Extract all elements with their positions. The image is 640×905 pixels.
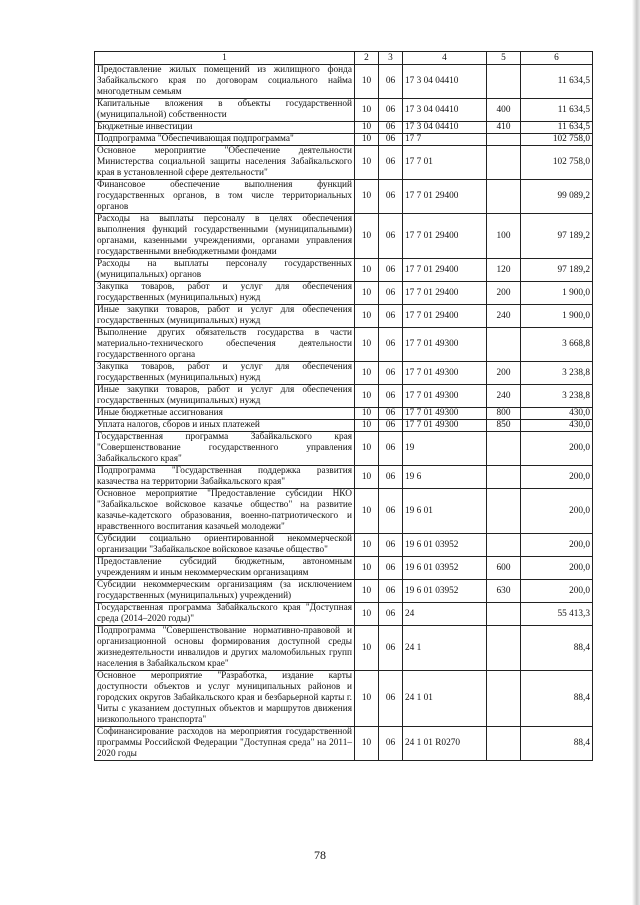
row-name-cell: Основное мероприятие "Разработка, издание карты доступности объектов и услуг муниципальных районов и городских округов Забайкальского края и безбарьерной карты г. Читы с указанием доступных объектов и маршрутов движения низкопольного транспорта"	[95, 671, 355, 727]
row-amount-cell: 200,0	[521, 580, 593, 603]
row-amount-cell: 97 189,2	[521, 214, 593, 259]
table-header	[95, 52, 593, 65]
row-section-cell: 10	[355, 180, 379, 214]
row-amount-cell: 102 758,0	[521, 146, 593, 180]
row-expense-type-cell	[487, 134, 521, 146]
row-target-code-cell: 17 7 01 49300	[403, 328, 487, 362]
row-subsection-cell: 06	[379, 259, 403, 282]
row-expense-type-cell	[487, 626, 521, 671]
row-amount-cell: 200,0	[521, 489, 593, 534]
row-subsection-cell: 06	[379, 727, 403, 761]
row-section-cell: 10	[355, 282, 379, 305]
table-row	[95, 99, 593, 122]
row-target-code-cell: 17 7 01 29400	[403, 282, 487, 305]
row-section-cell: 10	[355, 671, 379, 727]
row-target-code-cell: 17 7 01 49300	[403, 408, 487, 420]
row-target-code-cell: 17 7 01	[403, 146, 487, 180]
row-name-cell: Предоставление субсидий бюджетным, автономным учреждениям и иным некоммерческим организациям	[95, 557, 355, 580]
row-target-code-cell: 19 6 01 03952	[403, 580, 487, 603]
table-row	[95, 557, 593, 580]
row-expense-type-cell: 240	[487, 385, 521, 408]
row-section-cell: 10	[355, 259, 379, 282]
row-expense-type-cell	[487, 671, 521, 727]
table-row	[95, 305, 593, 328]
row-target-code-cell: 17 7 01 29400	[403, 214, 487, 259]
row-name-cell: Финансовое обеспечение выполнения функций государственных органов, в том числе территориальных органов	[95, 180, 355, 214]
row-section-cell: 10	[355, 466, 379, 489]
row-amount-cell: 3 238,8	[521, 385, 593, 408]
table-row	[95, 134, 593, 146]
header-col-5: 5	[487, 52, 521, 65]
header-row	[95, 52, 593, 65]
row-name-cell: Предоставление жилых помещений из жилищного фонда Забайкальского края по договорам социального найма многодетным семьям	[95, 65, 355, 99]
row-target-code-cell: 19 6 01 03952	[403, 534, 487, 557]
row-name-cell: Капитальные вложения в объекты государственной (муниципальной) собственности	[95, 99, 355, 122]
row-target-code-cell: 24 1 01	[403, 671, 487, 727]
row-expense-type-cell	[487, 328, 521, 362]
row-amount-cell: 200,0	[521, 466, 593, 489]
row-name-cell: Закупка товаров, работ и услуг для обеспечения государственных (муниципальных) нужд	[95, 362, 355, 385]
row-expense-type-cell: 100	[487, 214, 521, 259]
header-col-3: 3	[379, 52, 403, 65]
row-name-cell: Подпрограмма "Обеспечивающая подпрограмма"	[95, 134, 355, 146]
row-subsection-cell: 06	[379, 305, 403, 328]
row-target-code-cell: 17 3 04 04410	[403, 122, 487, 134]
row-target-code-cell: 17 7 01 29400	[403, 180, 487, 214]
page-number: 78	[314, 848, 326, 862]
table-row	[95, 489, 593, 534]
row-subsection-cell: 06	[379, 671, 403, 727]
row-subsection-cell: 06	[379, 180, 403, 214]
row-name-cell: Иные закупки товаров, работ и услуг для обеспечения государственных (муниципальных) нужд	[95, 305, 355, 328]
row-amount-cell: 200,0	[521, 534, 593, 557]
scan-edge-shadow	[632, 0, 640, 905]
header-col-2: 2	[355, 52, 379, 65]
row-expense-type-cell	[487, 534, 521, 557]
row-subsection-cell: 06	[379, 557, 403, 580]
row-subsection-cell: 06	[379, 626, 403, 671]
row-subsection-cell: 06	[379, 432, 403, 466]
row-section-cell: 10	[355, 534, 379, 557]
row-subsection-cell: 06	[379, 603, 403, 626]
row-target-code-cell: 24	[403, 603, 487, 626]
row-target-code-cell: 17 7 01 49300	[403, 385, 487, 408]
table-row	[95, 282, 593, 305]
budget-table	[94, 51, 593, 761]
row-subsection-cell: 06	[379, 420, 403, 432]
row-section-cell: 10	[355, 420, 379, 432]
row-name-cell: Основное мероприятие "Обеспечение деятельности Министерства социальной защиты населения Забайкальского края в установленной сфере деятельности"	[95, 146, 355, 180]
row-name-cell: Выполнение других обязательств государства в части материально-технического обеспечения деятельности государственного органа	[95, 328, 355, 362]
row-expense-type-cell	[487, 466, 521, 489]
row-subsection-cell: 06	[379, 134, 403, 146]
row-amount-cell: 430,0	[521, 420, 593, 432]
row-target-code-cell: 17 3 04 04410	[403, 99, 487, 122]
row-target-code-cell: 17 7	[403, 134, 487, 146]
row-name-cell: Уплата налогов, сборов и иных платежей	[95, 420, 355, 432]
row-subsection-cell: 06	[379, 362, 403, 385]
row-expense-type-cell: 200	[487, 362, 521, 385]
row-amount-cell: 3 238,8	[521, 362, 593, 385]
row-name-cell: Иные закупки товаров, работ и услуг для обеспечения государственных (муниципальных) нужд	[95, 385, 355, 408]
row-amount-cell: 200,0	[521, 557, 593, 580]
table-row	[95, 328, 593, 362]
row-amount-cell: 88,4	[521, 671, 593, 727]
row-name-cell: Государственная программа Забайкальского края "Доступная среда (2014–2020 годы)"	[95, 603, 355, 626]
row-section-cell: 10	[355, 99, 379, 122]
row-target-code-cell: 19 6 01 03952	[403, 557, 487, 580]
row-subsection-cell: 06	[379, 214, 403, 259]
table-row	[95, 385, 593, 408]
row-expense-type-cell: 410	[487, 122, 521, 134]
row-target-code-cell: 17 3 04 04410	[403, 65, 487, 99]
row-name-cell: Иные бюджетные ассигнования	[95, 408, 355, 420]
row-section-cell: 10	[355, 489, 379, 534]
table-body	[95, 65, 593, 761]
row-section-cell: 10	[355, 122, 379, 134]
row-section-cell: 10	[355, 214, 379, 259]
table-row	[95, 214, 593, 259]
row-subsection-cell: 06	[379, 65, 403, 99]
row-subsection-cell: 06	[379, 489, 403, 534]
row-amount-cell: 97 189,2	[521, 259, 593, 282]
row-amount-cell: 11 634,5	[521, 65, 593, 99]
table-row	[95, 466, 593, 489]
row-target-code-cell: 19	[403, 432, 487, 466]
table-row	[95, 420, 593, 432]
table-row	[95, 580, 593, 603]
row-target-code-cell: 17 7 01 49300	[403, 362, 487, 385]
row-section-cell: 10	[355, 65, 379, 99]
row-target-code-cell: 17 7 01 29400	[403, 259, 487, 282]
row-subsection-cell: 06	[379, 534, 403, 557]
row-section-cell: 10	[355, 362, 379, 385]
row-target-code-cell: 17 7 01 29400	[403, 305, 487, 328]
row-name-cell: Подпрограмма "Совершенствование нормативно-правовой и организационной основы формирования доступной среды жизнедеятельности инвалидов и других маломобильных групп населения в Забайкальском крае"	[95, 626, 355, 671]
row-subsection-cell: 06	[379, 408, 403, 420]
table-row	[95, 727, 593, 761]
row-amount-cell: 1 900,0	[521, 305, 593, 328]
row-expense-type-cell	[487, 180, 521, 214]
row-name-cell: Субсидии некоммерческим организациям (за исключением государственных (муниципальных) учреждений)	[95, 580, 355, 603]
row-name-cell: Расходы на выплаты персоналу государственных (муниципальных) органов	[95, 259, 355, 282]
row-target-code-cell: 17 7 01 49300	[403, 420, 487, 432]
row-target-code-cell: 19 6 01	[403, 489, 487, 534]
header-col-1: 1	[95, 52, 355, 65]
row-expense-type-cell	[487, 146, 521, 180]
row-subsection-cell: 06	[379, 122, 403, 134]
table-row	[95, 626, 593, 671]
row-expense-type-cell: 200	[487, 282, 521, 305]
table-row	[95, 122, 593, 134]
row-subsection-cell: 06	[379, 282, 403, 305]
row-name-cell: Государственная программа Забайкальского края "Совершенствование государственного управления Забайкальского края"	[95, 432, 355, 466]
row-section-cell: 10	[355, 305, 379, 328]
row-expense-type-cell	[487, 489, 521, 534]
row-expense-type-cell	[487, 65, 521, 99]
row-section-cell: 10	[355, 580, 379, 603]
row-section-cell: 10	[355, 432, 379, 466]
row-name-cell: Бюджетные инвестиции	[95, 122, 355, 134]
table-row	[95, 408, 593, 420]
row-name-cell: Основное мероприятие "Предоставление субсидии НКО "Забайкальское войсковое казачье общество" на развитие казачье-кадетского образования, военно-патриотического и нравственного воспитания казачьей молодежи"	[95, 489, 355, 534]
row-amount-cell: 1 900,0	[521, 282, 593, 305]
table-row	[95, 671, 593, 727]
row-section-cell: 10	[355, 385, 379, 408]
row-section-cell: 10	[355, 557, 379, 580]
row-target-code-cell: 24 1 01 R0270	[403, 727, 487, 761]
row-subsection-cell: 06	[379, 146, 403, 180]
row-expense-type-cell	[487, 727, 521, 761]
row-expense-type-cell: 630	[487, 580, 521, 603]
row-amount-cell: 102 758,0	[521, 134, 593, 146]
table-row	[95, 362, 593, 385]
row-subsection-cell: 06	[379, 580, 403, 603]
table-row	[95, 534, 593, 557]
row-amount-cell: 200,0	[521, 432, 593, 466]
row-amount-cell: 88,4	[521, 727, 593, 761]
row-name-cell: Софинансирование расходов на мероприятия государственной программы Российской Федерации "Доступная среда" на 2011–2020 годы	[95, 727, 355, 761]
row-name-cell: Подпрограмма "Государственная поддержка развития казачества на территории Забайкальского края"	[95, 466, 355, 489]
row-name-cell: Закупка товаров, работ и услуг для обеспечения государственных (муниципальных) нужд	[95, 282, 355, 305]
row-subsection-cell: 06	[379, 328, 403, 362]
row-section-cell: 10	[355, 626, 379, 671]
header-col-6: 6	[521, 52, 593, 65]
row-subsection-cell: 06	[379, 385, 403, 408]
row-amount-cell: 11 634,5	[521, 99, 593, 122]
row-expense-type-cell	[487, 432, 521, 466]
row-expense-type-cell	[487, 603, 521, 626]
row-section-cell: 10	[355, 134, 379, 146]
row-target-code-cell: 24 1	[403, 626, 487, 671]
row-amount-cell: 55 413,3	[521, 603, 593, 626]
row-expense-type-cell: 120	[487, 259, 521, 282]
table-row	[95, 180, 593, 214]
row-section-cell: 10	[355, 603, 379, 626]
row-amount-cell: 88,4	[521, 626, 593, 671]
row-expense-type-cell: 600	[487, 557, 521, 580]
table-row	[95, 146, 593, 180]
row-amount-cell: 99 089,2	[521, 180, 593, 214]
row-expense-type-cell: 800	[487, 408, 521, 420]
row-expense-type-cell: 850	[487, 420, 521, 432]
row-expense-type-cell: 240	[487, 305, 521, 328]
table-row	[95, 603, 593, 626]
row-section-cell: 10	[355, 328, 379, 362]
row-subsection-cell: 06	[379, 99, 403, 122]
table-row	[95, 259, 593, 282]
row-section-cell: 10	[355, 408, 379, 420]
row-section-cell: 10	[355, 727, 379, 761]
row-amount-cell: 430,0	[521, 408, 593, 420]
row-name-cell: Расходы на выплаты персоналу в целях обеспечения выполнения функций государственными (муниципальными) органами, казенными учреждениями, органами управления государственными внебюджетными фондами	[95, 214, 355, 259]
table-row	[95, 432, 593, 466]
row-target-code-cell: 19 6	[403, 466, 487, 489]
row-name-cell: Субсидии социально ориентированной некоммерческой организации "Забайкальское войсковое казачье общество"	[95, 534, 355, 557]
row-subsection-cell: 06	[379, 466, 403, 489]
table-row	[95, 65, 593, 99]
row-section-cell: 10	[355, 146, 379, 180]
row-amount-cell: 11 634,5	[521, 122, 593, 134]
row-amount-cell: 3 668,8	[521, 328, 593, 362]
row-expense-type-cell: 400	[487, 99, 521, 122]
header-col-4: 4	[403, 52, 487, 65]
